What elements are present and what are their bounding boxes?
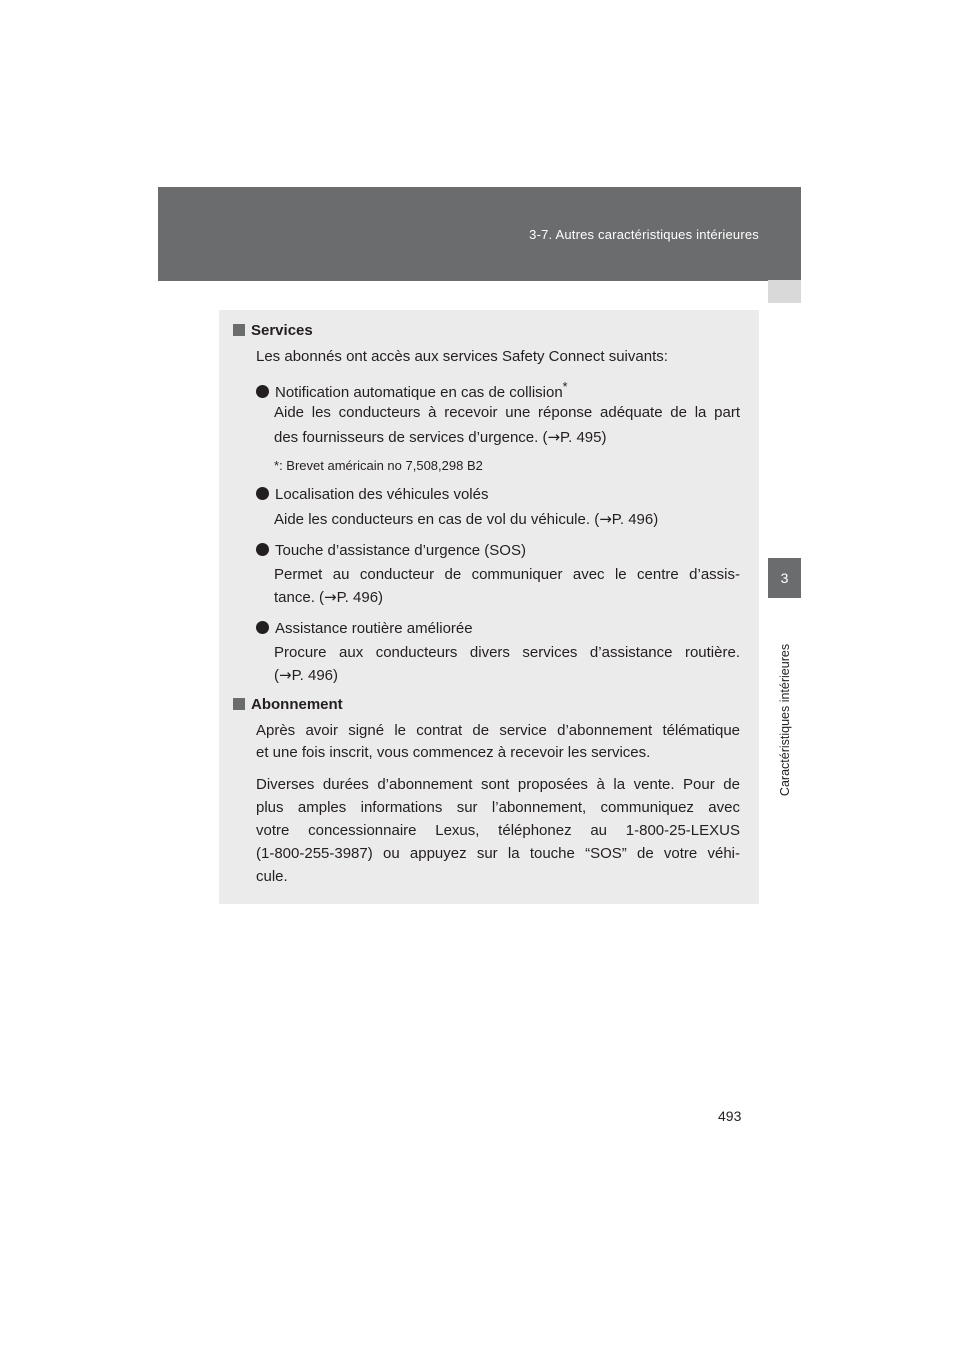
round-bullet-icon [256, 385, 269, 398]
services-heading-line [233, 322, 313, 339]
item1-ref[interactable]: P. 495) [560, 429, 607, 446]
abo-p2-line4: (1-800-255-3987) ou appuyez sur la touche “SOS” de votre véhi- [256, 845, 740, 862]
item3-line2-text: tance. ( [274, 589, 325, 606]
item1-title: Notification automatique en cas de collision [275, 384, 563, 401]
item3-title: Touche d’assistance d’urgence (SOS) [275, 542, 526, 559]
item3-ref[interactable]: P. 496) [336, 589, 384, 606]
abo-p2-line5: cule. [256, 868, 288, 885]
item2-title-line [256, 486, 488, 503]
item2-title: Localisation des véhicules volés [275, 486, 489, 503]
item4-title-line [256, 620, 473, 637]
content-box [219, 310, 759, 904]
square-bullet-icon [233, 324, 245, 336]
item4-title: Assistance routière améliorée [275, 620, 473, 637]
abo-p1-line2: et une fois inscrit, vous commencez à recevoir les services. [256, 744, 651, 761]
round-bullet-icon [256, 621, 269, 634]
item2-line1-text: Aide les conducteurs en cas de vol du véhicule. ( [274, 511, 600, 528]
arrow-right-icon: → [279, 666, 292, 684]
abo-p1-line1: Après avoir signé le contrat de service d’abonnement télématique [256, 722, 740, 739]
item1-star: * [562, 380, 568, 394]
item4-line1: Procure aux conducteurs divers services d’assistance routière. [274, 644, 740, 661]
abo-p2-line1: Diverses durées d’abonnement sont proposées à la vente. Pour de [256, 776, 740, 793]
abonnement-heading-line [233, 696, 343, 713]
footnote [274, 458, 483, 473]
section-title: 3-7. Autres caractéristiques intérieures [529, 227, 759, 242]
page-number: 493 [718, 1108, 742, 1124]
round-bullet-icon [256, 543, 269, 556]
item4-line2-text: ( [274, 667, 279, 684]
item2-line1 [274, 510, 658, 528]
item4-ref[interactable]: P. 496) [291, 667, 339, 684]
chapter-number: 3 [768, 558, 801, 598]
item1-title-line [256, 380, 568, 401]
item1-line2 [274, 428, 606, 446]
footnote-text: : Brevet américain no 7,508,298 B2 [279, 458, 483, 473]
item3-line2 [274, 588, 383, 606]
services-intro: Les abonnés ont accès aux services Safety Connect suivants: [256, 348, 668, 365]
arrow-right-icon: → [547, 428, 561, 446]
item2-ref[interactable]: P. 496) [611, 511, 659, 528]
item4-line2 [274, 666, 338, 684]
chapter-label-text: Caractéristiques intérieures [777, 643, 792, 797]
abo-p2-line2: plus amples informations sur l’abonnement, communiquez avec [256, 799, 740, 816]
abo-p2-line3: votre concessionnaire Lexus, téléphonez au 1-800-25-LEXUS [256, 822, 740, 839]
round-bullet-icon [256, 487, 269, 500]
abonnement-heading: Abonnement [251, 696, 343, 713]
services-heading: Services [251, 322, 313, 339]
footnote-star: * [274, 458, 280, 473]
item1-line2-text: des fournisseurs de services d’urgence. ( [274, 429, 548, 446]
arrow-right-icon: → [324, 588, 337, 606]
tab-top-block [768, 280, 801, 303]
item3-title-line [256, 542, 526, 559]
item1-line1: Aide les conducteurs à recevoir une réponse adéquate de la part [274, 404, 740, 421]
item3-line1: Permet au conducteur de communiquer avec le centre d’assis- [274, 566, 740, 583]
square-bullet-icon [233, 698, 245, 710]
tab-gap [768, 303, 801, 558]
arrow-right-icon: → [599, 510, 612, 528]
chapter-label [768, 620, 801, 820]
header-band [158, 187, 801, 281]
